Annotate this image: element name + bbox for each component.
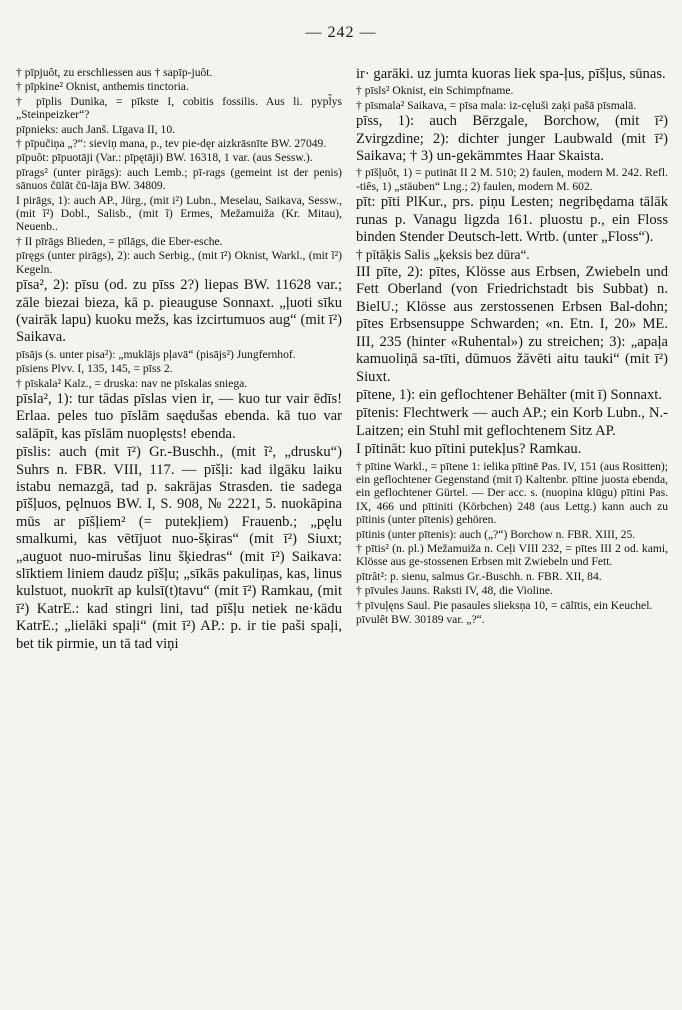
page-number: — 242 — xyxy=(305,24,377,41)
dictionary-entry: I pirāgs, 1): auch AP., Jürg., (mit i²) Lubn., Meselau, Saikava, Sessw., (mit ĩ²) Dobl., Salisb., (mit ĩ) Ermes, Mežamuiža (Kr. Mitau), Neuenb.. xyxy=(16,193,342,234)
dictionary-entry: ir· garāki. uz jumta kuoras liek spa-ļus, pīšļus, sūnas. xyxy=(356,66,666,82)
dictionary-entry: † pītāķis Salis „ķeksis bez dūra“. xyxy=(356,247,530,263)
right-column xyxy=(356,66,668,627)
dictionary-entry: pīsla², 1): tur tādas pīslas vien ir, — kuo tur vair ēdīs! Erlaa. peles tuo pīslām saędušas ebenda. kā tuo var salāpīt, kas pīslām nuoplęsts! ebenda. xyxy=(16,390,342,442)
dictionary-entry: † pītine Warkl., = pītene 1: ielika pītinē Pas. IV, 151 (aus Rositten); ein geflochtener Gegenstand (mit ī) Kaltenbr. pītine juosta ebenda, ein geflochtener Gürtel. — Der acc. s. (nuopina klūgu) pītini Pas. IX, 466 und pītiniti (Körbchen) 248 (aus Lettg.) kann auch zu pītinis (unter pītenis) gehören. xyxy=(356,459,668,527)
dictionary-entry: pītinis (unter pītenis): auch („?“) Borchow n. FBR. XIII, 25. xyxy=(356,527,636,541)
dictionary-entry: pītene, 1): ein geflochtener Behälter (mit ī) Sonnaxt. xyxy=(356,386,662,403)
dictionary-entry: pīpnieks: auch Janš. Līgava II, 10. xyxy=(16,122,176,136)
dictionary-entry: pīrags² (unter pirāgs): auch Lemb.; pī-rags (gemeint ist der penis) sānuos čūlāt čū-lāja BW. 34809. xyxy=(16,165,342,193)
dictionary-entry: † pīpkine² Oknist, anthemis tinctoria. xyxy=(16,80,189,94)
dictionary-entry: † pīpučiņa „?“: sieviņ mana, p., tev pie-dęr aizkrāsnīte BW. 27049. xyxy=(16,137,327,151)
dictionary-entry: † pīskala² Kalz., = druska: nav ne pīskalas sniega. xyxy=(16,376,248,390)
dictionary-entry: I pītināt: kuo pītini putekļus? Ramkau. xyxy=(356,441,582,458)
dictionary-entry: † pītis² (n. pl.) Mežamuiža n. Ceļi VIII 232, = pītes III 2 od. kami, Klösse aus ge-stossenen Erbsen mit Zwiebeln und Fett. xyxy=(356,541,668,569)
dictionary-entry: pīvulêt BW. 30189 var. „?“. xyxy=(356,613,485,626)
dictionary-entry: pīsiens Plvv. I, 135, 145, = pīss 2. xyxy=(16,362,173,376)
dictionary-entry: pītenis: Flechtwerk — auch AP.; ein Korb Lubn., N.-Laitzen; ein Stuhl mit geflochtenem Sitz AP. xyxy=(356,405,668,439)
dictionary-entry: pīsājs (s. unter pisa²): „muklājs pļavā“ (pisājs²) Jungfernhof. xyxy=(16,347,296,361)
left-column xyxy=(16,66,342,654)
dictionary-entry: III pīte, 2): pītes, Klösse aus Erbsen, Zwiebeln und Fett Oberland (von Friedrichstadt bis Subbat) n. BielU.; Klösse aus zerstossenen Erbsen Bal-dohn; pītes Erbsensuppe Schwarden; «n. Etn. I, 20» ME. III, 235 (hinter «Ruhental») zu streichen; 3): „apaļa kamuoliņā sa-tīti, dūmuos žāvēti aitu tauki“ (mit ī²) Siuxt. xyxy=(356,264,668,385)
dictionary-entry: † pīsls² Oknist, ein Schimpfname. xyxy=(356,84,514,98)
dictionary-entry: pītrât²: p. sienu, salmus Gr.-Buschh. n. FBR. XII, 84. xyxy=(356,569,602,583)
dictionary-entry: pīpuôt: pīpuotāji (Var.: pīpętāji) BW. 16318, 1 var. (aus Sessw.). xyxy=(16,151,313,165)
dictionary-entry: † pīšļuôt, 1) = putināt II 2 M. 510; 2) faulen, modern M. 242. Refl. -tiês, 1) „stäuben“ Lng.; 2) faulen, modern M. 602. xyxy=(356,166,668,193)
dictionary-entry: pīsa², 2): pīsu (od. zu pīss 2?) liepas BW. 11628 var.; zāle biezai bieza, kā p. pieauguse Sonnaxt. „ļuoti sīku (vairāk lapu) kuoku mežs, kas izcirtumuos aug“ (mit ī²) Saikava. xyxy=(16,277,342,346)
dictionary-entry: † pīvules Jauns. Raksti IV, 48, die Violine. xyxy=(356,584,553,598)
dictionary-entry: pīss, 1): auch Bērzgale, Borchow, (mit ī²) Zvirgzdine; 2): dichter junger Laubwald (mit ī²) Saikava; † 3) un-gekämmtes Haar Skaista. xyxy=(356,113,668,165)
dictionary-entry: † II pīrāgs Blieden, = pīlāgs, die Eber-esche. xyxy=(16,234,223,248)
dictionary-entry: † pīsmala² Saikava, = pīsa mala: iz-cęluši zaķi pašā pīsmalā. xyxy=(356,98,637,112)
dictionary-entry: † pīplis Dunika, = pīkste I, cobitis fossilis. Aus li. pypl̃ys „Steinpeizker“? xyxy=(16,94,342,122)
dictionary-entry: pīslis: auch (mit ī²) Gr.-Buschh., (mit ĩ², „drusku“) Suhrs n. FBR. VIII, 117. — pīšļi: kad ilgāku laiku istabu nemazgā, tad p. sakrājas Strasden. tie sadega pīšļuos, pęlnuos BW. I, S. 908, № 2221, 5. nuokāpina mūs ar pīšļiem² (= putekļiem) Frauenb.; „pęlu smalkumi, kas vētījuot nuo-šķiras“ (mit ī²) Siuxt; „auguot nuo-mirušas linu šķiedras“ (mit ī²) Saikava: slīktiem liniem daudz pīšļu; „sīkās pakuliņas, kas, linus kulstuot, nuokrīt ap kulsī(t)tavu“ (mit ī²) Ramkau, (mit ī²) KatrE.: kad stingri lini, tad pīšļu netiek ne·kādu KatrE.; „lielāki spaļi“ (mit ī²) AP.: p. ir tie paši spaļi, bet tik pirmie, un tā tad viņi xyxy=(16,444,342,652)
dictionary-entry: † pīvuļęns Saul. Pie pasaules slieksņa 10, = cālītis, ein Keuchel. xyxy=(356,598,653,612)
dictionary-entry: † pīpjuôt, zu erschliessen aus † sapīp-juôt. xyxy=(16,66,213,79)
dictionary-entry: pīręgs (unter pirāgs), 2): auch Serbig., (mit ī²) Oknist, Warkl., (mit ĩ²) Kegeln. xyxy=(16,249,342,276)
dictionary-entry: pīt: pīti PlKur., prs. piņu Lesten; negribędama tālāk runas p. Vanagu ligzda 161. pluostu p., ein Floss binden Stender Deutsch-lett. Wrtb. (unter „Floss“). xyxy=(356,194,668,246)
